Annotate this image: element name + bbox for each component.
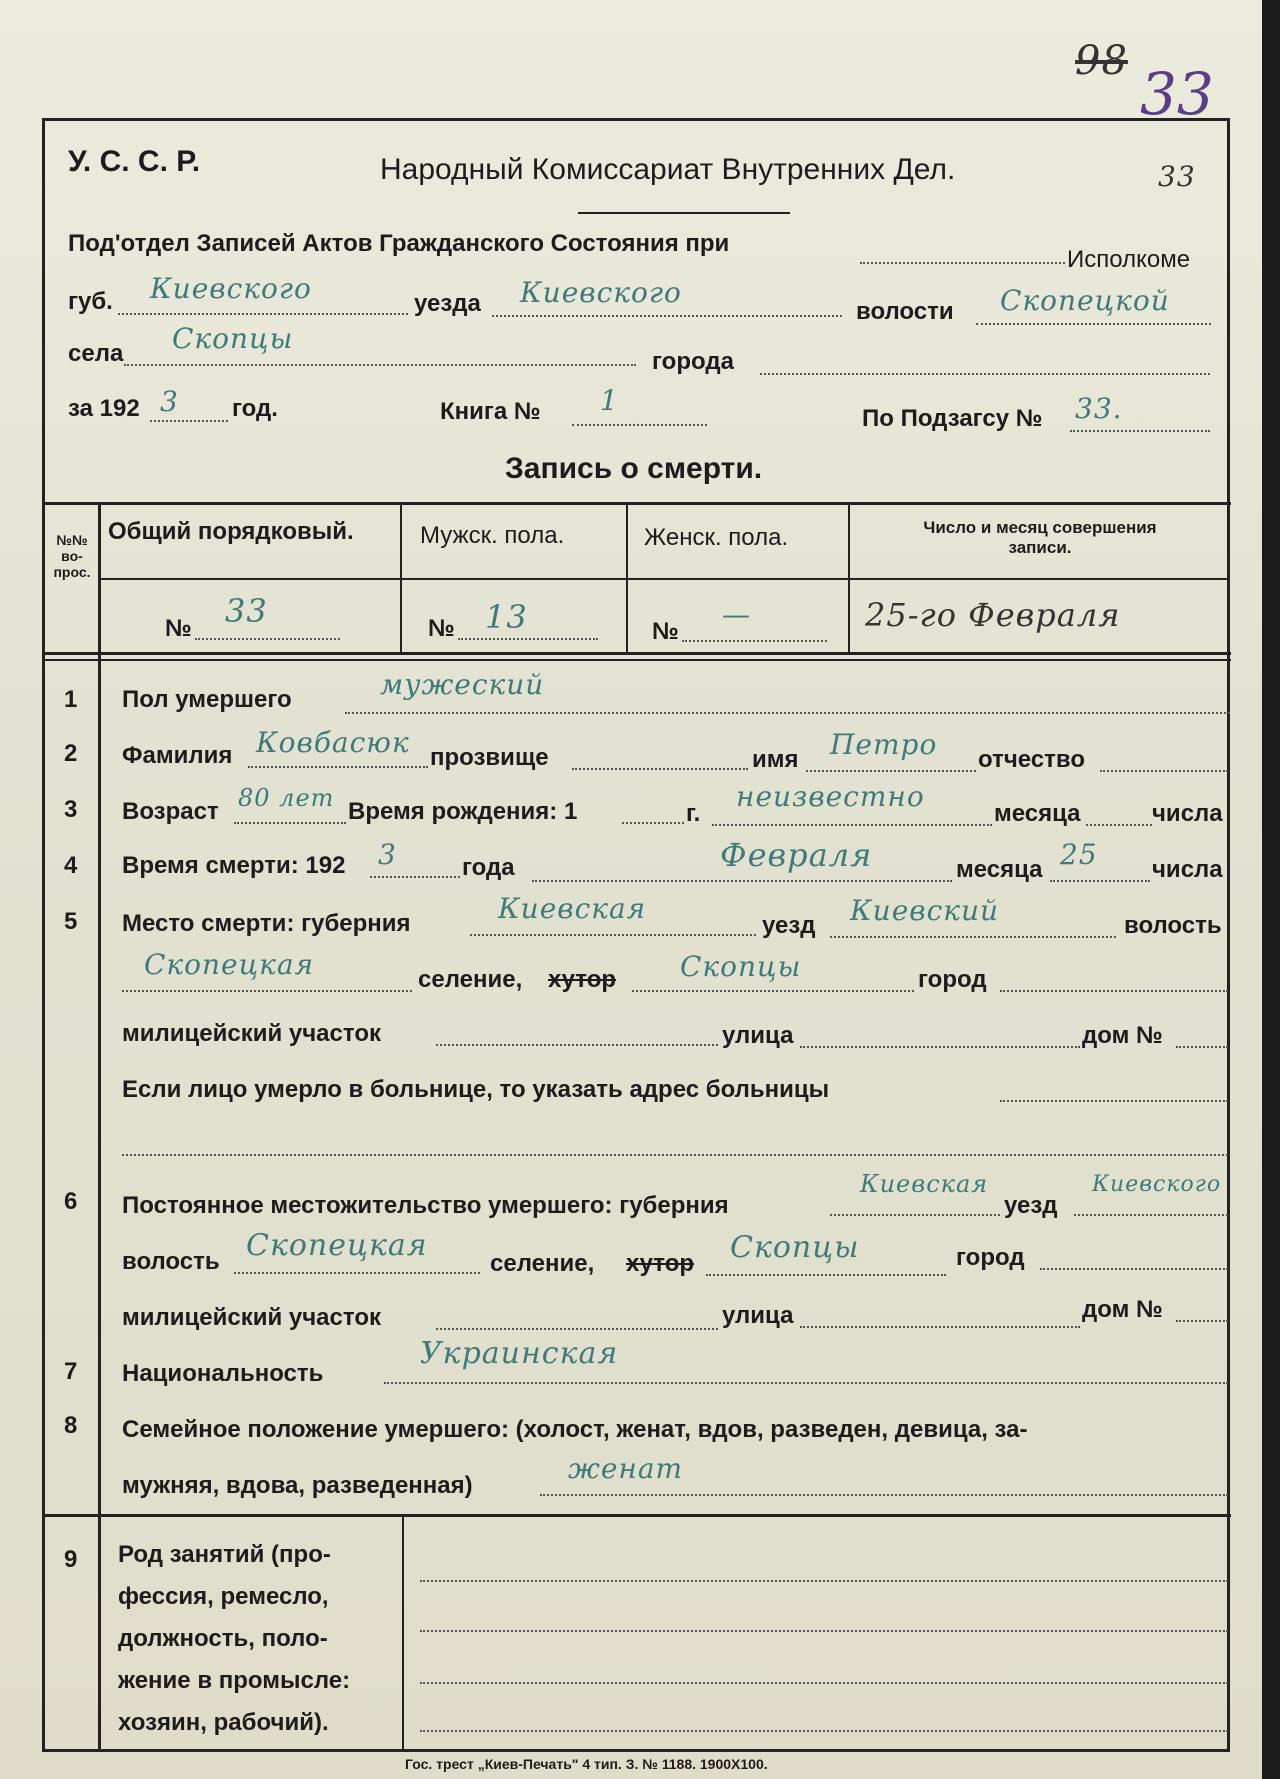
q6-volost-label: волость [122,1248,220,1275]
q9-line-2 [420,1630,1228,1632]
q6-volost-value: Скопецкая [246,1228,428,1263]
selo-value: Скопцы [172,322,294,355]
q2-name-label: имя [752,746,799,773]
q4-year-line [370,876,460,878]
male-no-label: № [428,615,455,642]
table-bottom-rule [45,652,1231,655]
col-divider-4 [848,502,850,654]
q4-month-value: Февраля [720,836,873,874]
gub-value: Киевского [150,272,312,305]
ispolkom-label: Исполкоме [1067,246,1191,273]
q5-volost-label: волость [1124,912,1222,939]
q5-ulica-line [800,1046,1080,1048]
q5-selo-value: Скопцы [680,950,802,983]
table-mid-rule [100,578,1230,580]
gub-label: губ. [68,288,113,315]
uezd-line [492,315,842,317]
year-label: за 192 [68,395,140,422]
q5-militia-line [436,1044,718,1046]
q3-birth-year-line [622,822,684,824]
q5-uezd-label: уезд [762,912,816,939]
table-top-rule [45,502,1231,505]
selo-label: села [68,340,124,367]
q5-hospital-label: Если лицо умерло в больнице, то указать адрес больницы [122,1076,830,1103]
q5-militia-label: милицейский участок [122,1020,381,1047]
commissariat-title: Народный Комиссариат Внутренних Дел. [380,153,956,186]
subdept-label: Под'отдел Записей Актов Гражданского Состояния при [68,230,730,257]
podzags-label: По Подзагсу № [862,405,1043,432]
q9-number: 9 [64,1546,78,1573]
q6-volost-line [234,1272,480,1274]
q3-age-line [234,822,346,824]
q6-label: Постоянное местожительство умершего: губерния [122,1192,729,1219]
q6-selo-value: Скопцы [730,1230,860,1265]
q8-line [540,1494,1228,1496]
general-no-value: 33 [225,592,268,630]
q9-line-4 [420,1730,1228,1732]
q3-day-label: числа [1152,800,1223,827]
q5-dom-line [1176,1046,1228,1048]
q1-line [345,712,1230,714]
q4-label: Время смерти: 192 [122,852,346,879]
volost-line [976,323,1211,325]
female-no-value: — [722,598,751,631]
year-line [150,420,228,422]
kniga-label: Книга № [440,398,541,425]
q2-nick-label: прозвище [430,744,549,771]
q4-month-line [532,880,952,882]
q6-dom-label: дом № [1082,1296,1163,1323]
podzags-value: 33. [1075,392,1123,425]
q7-label: Национальность [122,1360,324,1387]
q7-line [384,1382,1228,1384]
q8-value: женат [568,1452,684,1485]
q5-volost-line [122,990,412,992]
q5-label: Место смерти: губерния [122,910,411,937]
q6-selenie-label: селение, [490,1250,595,1277]
q6-uezd-value: Киевского [1092,1172,1222,1197]
volost-value: Скопецкой [1000,284,1170,317]
col-general-header: Общий порядковый. [108,518,354,545]
republic-label: У. С. С. Р. [68,145,201,178]
q3-age-value: 80 лет [238,784,335,812]
volost-label: волости [856,298,954,325]
col-divider-2 [400,502,402,654]
col-date-header: Число и месяц совершения записи. [923,518,1157,557]
q9-line-1 [420,1580,1228,1582]
q5-uezd-value: Киевский [850,894,1000,927]
q4-year-value: 3 [378,838,397,871]
general-no-label: № [165,615,192,642]
q4-number: 4 [64,852,78,879]
q8-label: Семейное положение умершего: (холост, женат, вдов, разведен, девица, за- [122,1416,1028,1443]
q5-hospital-line-2 [122,1154,1228,1156]
q6-militia-line [436,1328,718,1330]
q5-ulica-label: улица [722,1022,794,1049]
col-female-header: Женск. пола. [644,524,789,551]
q4-day-label: числа [1152,856,1223,883]
col-divider-3 [626,502,628,654]
q6-hutor-label: хутор [626,1250,695,1277]
q4-day-line [1050,880,1150,882]
q2-name-value: Петро [830,728,938,761]
q3-month-label: месяца [994,800,1081,827]
q3-birth-label: Время рождения: 1 [348,798,578,825]
q2-surname-line [248,766,428,768]
q3-number: 3 [64,796,78,823]
q4-goda-label: года [462,854,515,881]
year-suffix: год. [232,395,278,422]
form-title: Запись о смерти. [505,452,763,485]
crossed-archive-number: 98 [1075,38,1128,84]
general-no-line [195,638,340,640]
q6-militia-label: милицейский участок [122,1304,381,1331]
q6-gub-value: Киевская [860,1170,989,1198]
q2-surname-value: Ковбасюк [256,726,410,759]
gorod-label: города [652,348,734,375]
record-number-top: 33 [1158,160,1196,193]
female-no-label: № [652,618,679,645]
q5-dom-label: дом № [1082,1022,1163,1049]
q5-selenie-label: селение, [418,966,523,993]
q3-age-label: Возраст [122,798,219,825]
q6-dom-line [1176,1320,1228,1322]
archive-page-number: 33 [1140,60,1214,128]
q5-uezd-line [830,936,1116,938]
q8-number: 8 [64,1412,78,1439]
q5-gub-value: Киевская [498,892,647,925]
q6-gorod-line [1040,1268,1228,1270]
q8-label-line2: мужняя, вдова, разведенная) [122,1472,473,1499]
col-divider-1 [98,502,101,1752]
table-bottom-rule-2 [45,659,1231,661]
q6-uezd-label: уезд [1004,1192,1058,1219]
q2-patronymic-line [1100,770,1228,772]
q6-selo-line [706,1274,946,1276]
female-no-line [682,640,827,642]
q2-surname-label: Фамилия [122,742,233,769]
gorod-line [760,373,1210,375]
male-no-line [458,638,598,640]
q3-birth-value: неизвестно [736,780,925,813]
q5-gub-line [470,934,756,936]
q9-line-3 [420,1682,1228,1684]
header-rule [578,212,790,214]
kniga-line [572,424,707,426]
year-value: 3 [160,385,179,418]
q7-number: 7 [64,1358,78,1385]
q5-gorod-label: город [918,966,987,993]
male-no-value: 13 [485,598,528,636]
q6-gorod-label: город [956,1244,1025,1271]
podzags-line [1070,430,1210,432]
record-date-value: 25-го Февраля [865,596,1121,634]
subdept-line [860,262,1065,264]
q9-top-rule [45,1514,1231,1517]
q1-number: 1 [64,686,78,713]
q9-label: Род занятий (про- фессия, ремесло, должность, поло- жение в промысле: хозяин, рабочий). [118,1541,351,1736]
q2-name-line [806,770,976,772]
q9-col-divider [402,1514,404,1752]
col-male-header: Мужск. пола. [420,522,565,549]
q2-patronymic-label: отчество [978,746,1085,773]
col-q-header: №№ во- прос. [53,532,91,580]
q5-hospital-line [1000,1100,1228,1102]
q2-nick-line [572,768,748,770]
q5-number: 5 [64,908,78,935]
uezd-label: уезда [414,290,481,317]
q2-number: 2 [64,740,78,767]
q1-label: Пол умершего [122,686,292,713]
q3-g-label: г. [686,800,701,827]
q7-value: Украинская [420,1336,619,1371]
gub-line [118,313,408,315]
q6-gub-line [830,1214,1000,1216]
q6-ulica-line [800,1326,1080,1328]
q5-selo-line [632,990,914,992]
q3-birth-month-line [712,824,992,826]
uezd-value: Киевского [520,276,682,309]
selo-line [124,364,636,366]
q1-value: мужеский [380,668,545,701]
q5-volost-value: Скопецкая [144,948,315,981]
kniga-value: 1 [600,384,619,417]
q5-gorod-line [1000,990,1228,992]
q4-day-value: 25 [1060,838,1098,871]
q6-uezd-line [1074,1214,1228,1216]
q5-hutor-label: хутор [548,966,617,993]
q3-month-line [1086,824,1152,826]
q6-number: 6 [64,1188,78,1215]
q6-ulica-label: улица [722,1302,794,1329]
printer-footer: Гос. трест „Киев-Печать" 4 тип. З. № 1188. 1900Х100. [405,1756,768,1772]
q4-month-label: месяца [956,856,1043,883]
